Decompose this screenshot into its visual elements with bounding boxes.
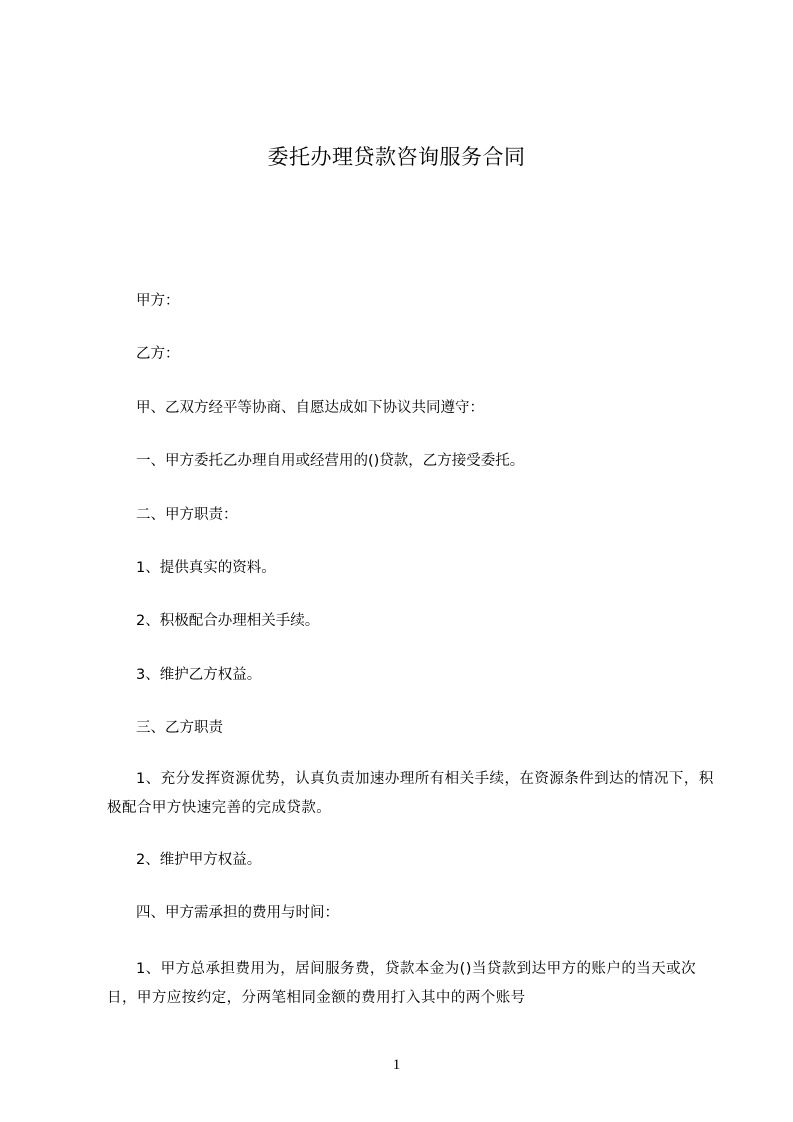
section-2-item-1: 1、提供真实的资料。 bbox=[136, 560, 276, 576]
section-2-heading: 二、甲方职责： bbox=[136, 507, 238, 523]
section-4-heading: 四、甲方需承担的费用与时间： bbox=[136, 905, 339, 921]
section-2-item-2: 2、积极配合办理相关手续。 bbox=[136, 613, 320, 629]
section-3-item-1: 1、充分发挥资源优势，认真负责加速办理所有相关手续，在资源条件到达的情况下，积极配合甲方快速完善的完成贷款。 bbox=[107, 771, 714, 816]
section-3-item-2: 2、维护甲方权益。 bbox=[136, 852, 262, 868]
party-a-line: 甲方： bbox=[136, 293, 180, 309]
section-3-heading: 三、乙方职责 bbox=[136, 720, 223, 736]
page-number: 1 bbox=[392, 1057, 401, 1073]
party-b-line: 乙方： bbox=[136, 346, 180, 362]
agreement-intro: 甲、乙双方经平等协商、自愿达成如下协议共同遵守： bbox=[136, 400, 484, 416]
document-title: 委托办理贷款咨询服务合同 bbox=[267, 145, 526, 169]
section-2-item-3: 3、维护乙方权益。 bbox=[136, 667, 262, 683]
section-4-item-1: 1、甲方总承担费用为，居间服务费，贷款本金为()当贷款到达甲方的账户的当天或次日，甲方应按约定，分两笔相同金额的费用打入其中的两个账号 bbox=[107, 961, 697, 1006]
clause-1: 一、甲方委托乙办理自用或经营用的()贷款，乙方接受委托。 bbox=[136, 453, 525, 469]
